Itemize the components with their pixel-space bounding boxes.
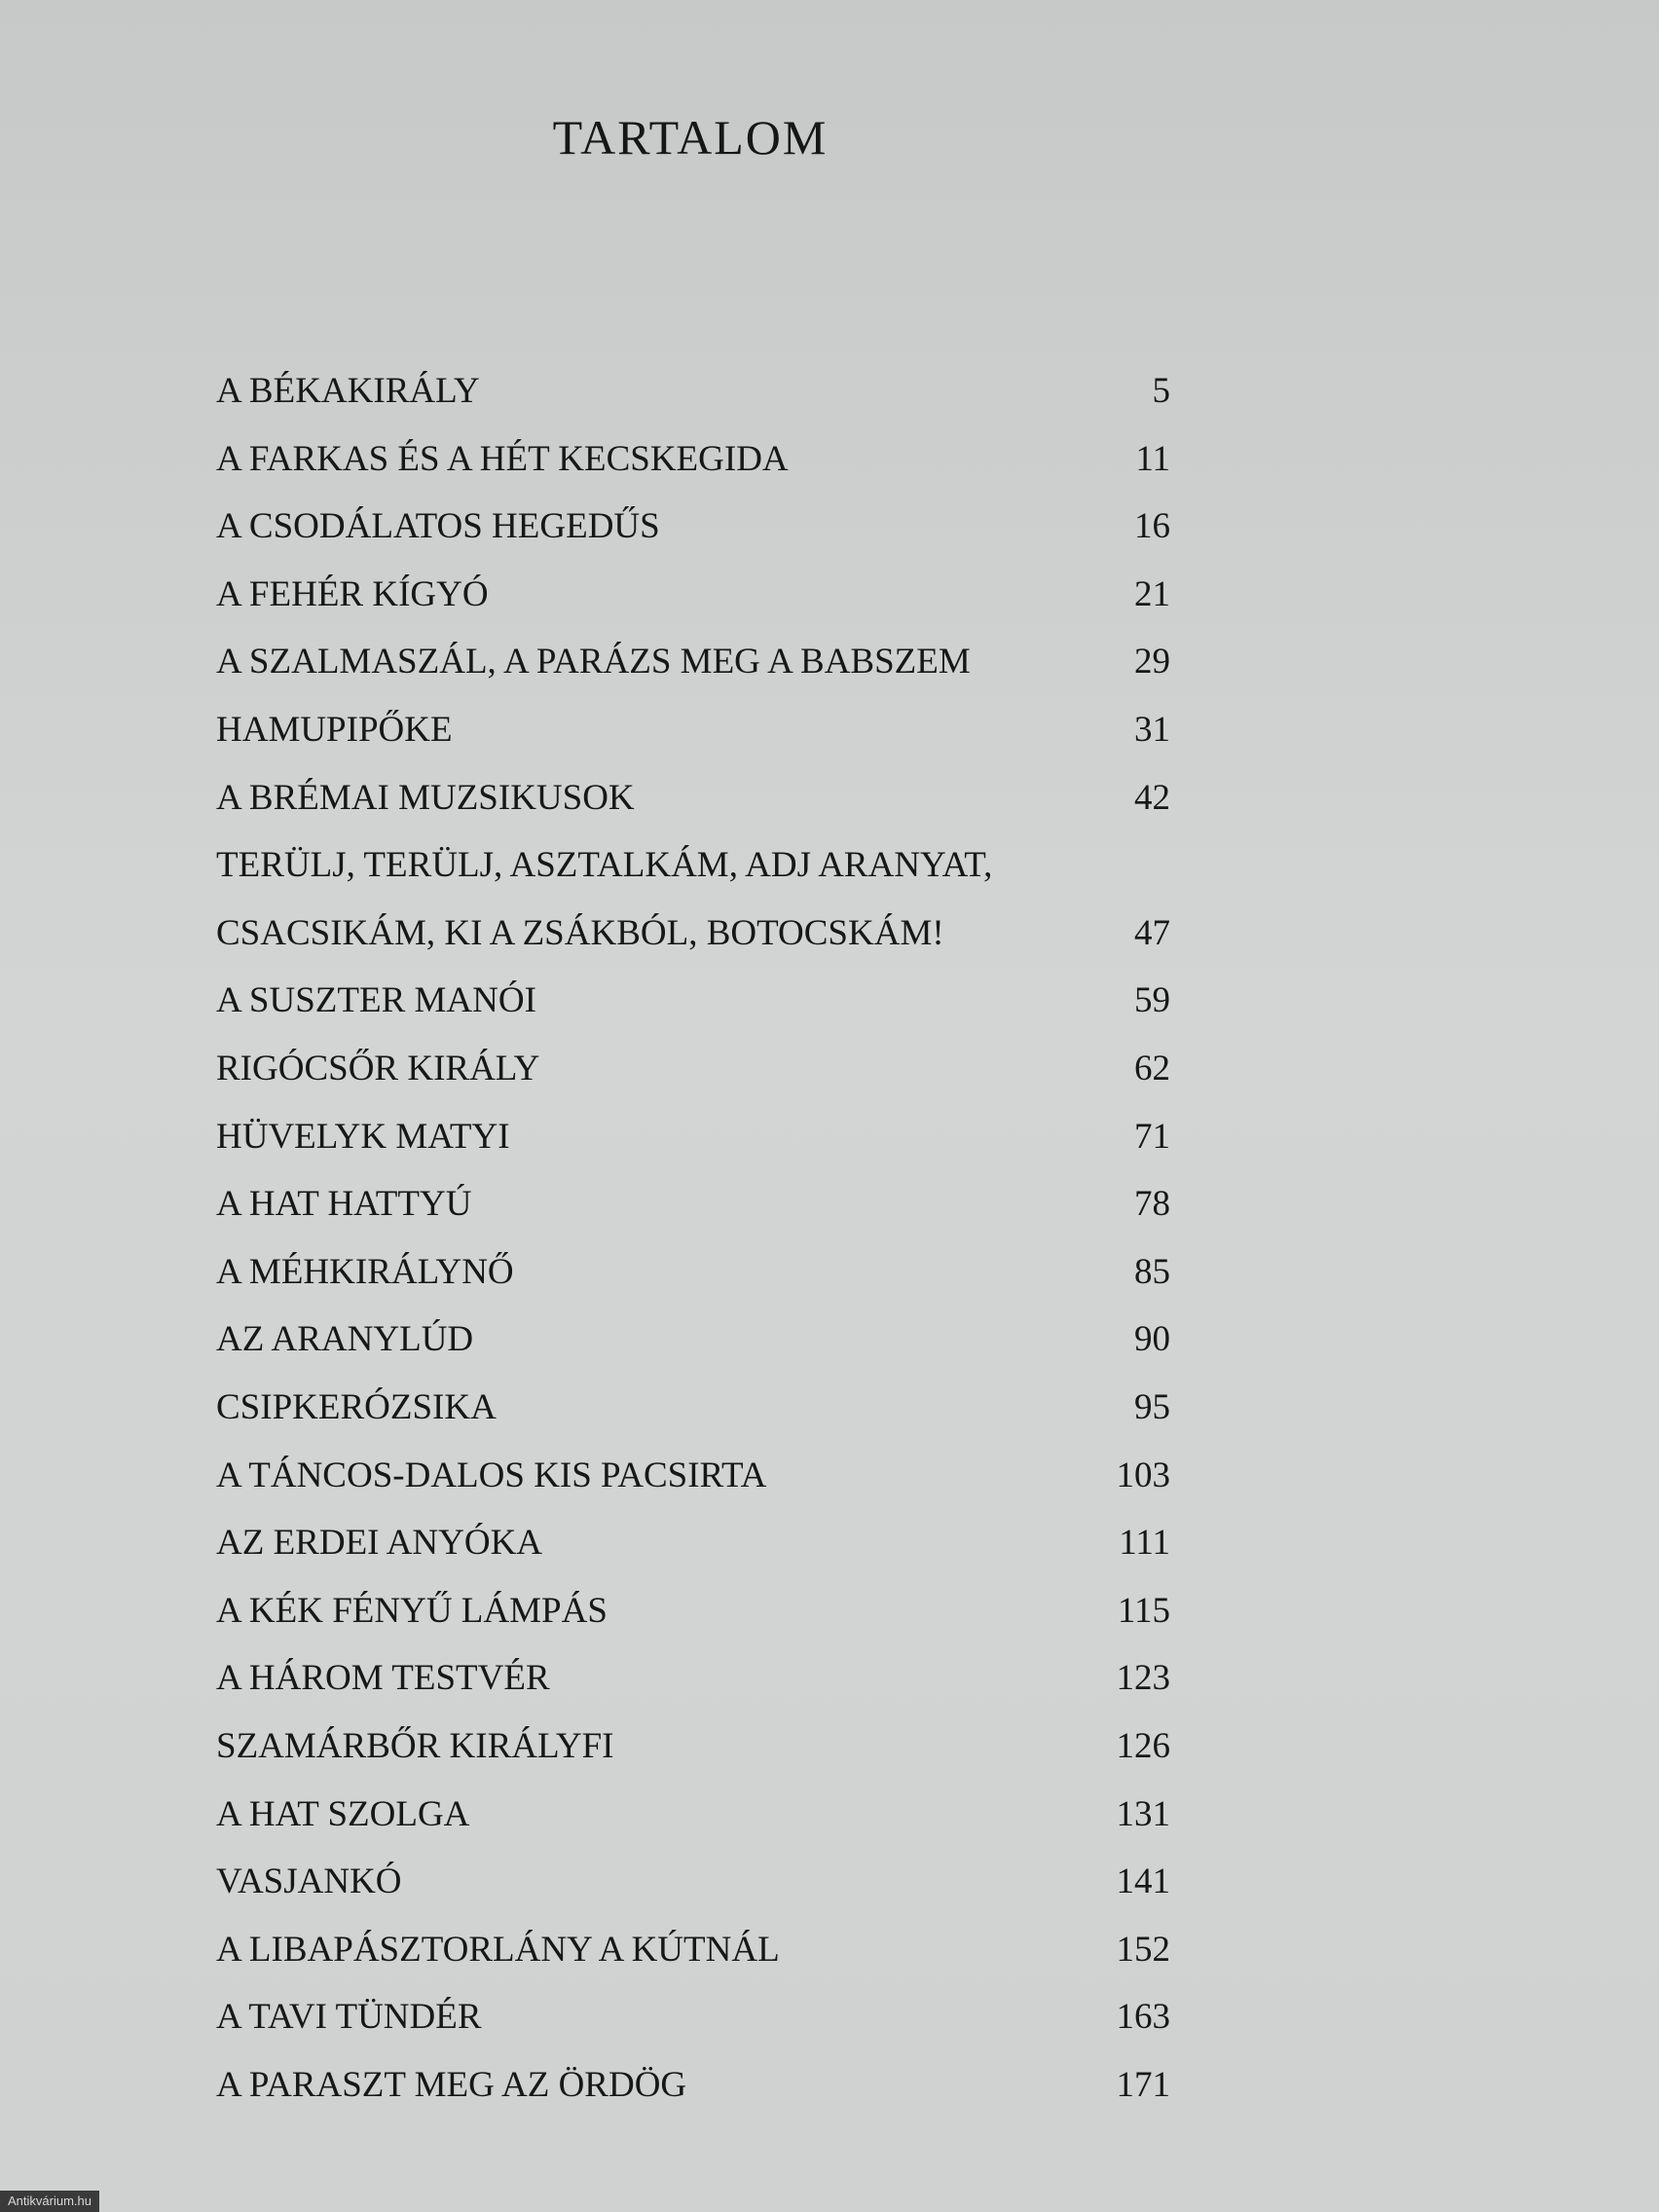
- toc-entry-title-line: CSIPKERÓZSIKA: [216, 1387, 497, 1427]
- toc-entry-title: [216, 1179, 1073, 1230]
- toc-entry-title-line: A BÉKAKIRÁLY: [216, 371, 480, 411]
- toc-entry-page-number: 103: [1116, 1455, 1170, 1495]
- toc-entry-page-number: 171: [1116, 2065, 1170, 2105]
- toc-entry-title: [216, 1586, 1073, 1637]
- toc-entry-title: [216, 1857, 1073, 1907]
- toc-entry: [216, 366, 1170, 417]
- toc-entry-title: [216, 1382, 1073, 1433]
- toc-entry: [216, 1314, 1170, 1365]
- toc-entry-title-line: CSACSIKÁM, KI A ZSÁKBÓL, BOTOCSKÁM!: [216, 912, 944, 953]
- toc-entry-page-number: 11: [1135, 438, 1170, 479]
- toc-entry-title: [216, 976, 1073, 1026]
- toc-entry-title: [216, 1518, 1073, 1568]
- toc-entry: [216, 1451, 1170, 1501]
- toc-entry-page-number: 95: [1134, 1387, 1170, 1427]
- toc-entry-title-line: A HAT HATTYÚ: [216, 1184, 472, 1225]
- toc-entry: [216, 1518, 1170, 1568]
- toc-entry-page-number: 141: [1116, 1862, 1170, 1902]
- toc-entry-title-line: VASJANKÓ: [216, 1862, 402, 1902]
- toc-entry-page-number: 5: [1152, 371, 1170, 411]
- toc-entry-page-number: 31: [1134, 710, 1170, 750]
- watermark: Antikvárium.hu: [0, 2191, 99, 2212]
- toc-entry-title-line: A CSODÁLATOS HEGEDŰS: [216, 506, 660, 547]
- toc-entry: [216, 501, 1170, 552]
- toc-entry-title: [216, 1653, 1073, 1704]
- toc-entry-page-number: 111: [1119, 1523, 1170, 1564]
- toc-entry: [216, 1992, 1170, 2043]
- toc-entry-page-number: 126: [1116, 1726, 1170, 1766]
- toc-entry: [216, 1112, 1170, 1162]
- toc-entry: [216, 1586, 1170, 1637]
- toc-entry-title: [216, 1789, 1073, 1840]
- toc-entry-title-line: A TAVI TÜNDÉR: [216, 1997, 482, 2038]
- toc-entry-title: [216, 1451, 1073, 1501]
- toc-entry: [216, 1044, 1170, 1094]
- toc-entry-page-number: 152: [1116, 1929, 1170, 1970]
- toc-entry-title-line: A TÁNCOS-DALOS KIS PACSIRTA: [216, 1455, 767, 1495]
- toc-entry-page-number: 115: [1117, 1590, 1170, 1631]
- toc-entry-title-line: A BRÉMAI MUZSIKUSOK: [216, 777, 635, 818]
- toc-entry-title: [216, 1721, 1073, 1772]
- toc-entry-page-number: 90: [1134, 1319, 1170, 1360]
- toc-entry-title-line: A KÉK FÉNYŰ LÁMPÁS: [216, 1590, 608, 1631]
- toc-entry: [216, 1247, 1170, 1298]
- toc-entry-title-line: A FARKAS ÉS A HÉT KECSKEGIDA: [216, 438, 789, 479]
- toc-entry-title-line: A HAT SZOLGA: [216, 1793, 470, 1834]
- toc-entry-title-line: A SZALMASZÁL, A PARÁZS MEG A BABSZEM: [216, 642, 971, 682]
- toc-entry-page-number: 21: [1134, 573, 1170, 614]
- toc-entry-title-line: TERÜLJ, TERÜLJ, ASZTALKÁM, ADJ ARANYAT,: [216, 845, 993, 886]
- toc-entry: [216, 976, 1170, 1026]
- toc-entry: [216, 705, 1170, 756]
- toc-entry: [216, 1653, 1170, 1704]
- toc-entry-title: [216, 637, 1073, 687]
- toc-entry: [216, 1382, 1170, 1433]
- toc-entry-page-number: 59: [1134, 980, 1170, 1021]
- toc-entry-title: [216, 1925, 1073, 1975]
- toc-entry-title-line: HÜVELYK MATYI: [216, 1116, 510, 1157]
- toc-entry: [216, 1789, 1170, 1840]
- toc-entry-page-number: 123: [1116, 1658, 1170, 1699]
- toc-entry-page-number: 85: [1134, 1251, 1170, 1292]
- toc-entry-title-line: A FEHÉR KÍGYÓ: [216, 573, 489, 614]
- toc-entry-title: [216, 1314, 1073, 1365]
- toc-entry: [216, 434, 1170, 485]
- toc-entry-page-number: 29: [1134, 642, 1170, 682]
- toc-entry: [216, 1857, 1170, 1907]
- toc-entry: [216, 2060, 1170, 2111]
- toc-entry-page-number: 71: [1134, 1116, 1170, 1157]
- toc-entry-title: [216, 840, 1073, 959]
- toc-entry: [216, 637, 1170, 687]
- toc-entry-page-number: 47: [1134, 912, 1170, 953]
- page-title: TARTALOM: [552, 110, 829, 165]
- toc-entry-title-line: SZAMÁRBŐR KIRÁLYFI: [216, 1726, 614, 1766]
- toc-entry-title: [216, 773, 1073, 824]
- toc-entry-title: [216, 1044, 1073, 1094]
- toc-entry-page-number: 163: [1116, 1997, 1170, 2038]
- toc-entry-title: [216, 705, 1073, 756]
- toc-entry-title: [216, 366, 1073, 417]
- toc-entry-title-line: AZ ARANYLÚD: [216, 1319, 474, 1360]
- toc-entry-page-number: 16: [1134, 506, 1170, 547]
- toc-entry-page-number: 42: [1134, 777, 1170, 818]
- toc-entry-title: [216, 434, 1073, 485]
- toc-entry-title: [216, 501, 1073, 552]
- toc-entry-page-number: 62: [1134, 1049, 1170, 1088]
- toc-entry-title: [216, 2060, 1073, 2111]
- toc-entry-title-line: A HÁROM TESTVÉR: [216, 1658, 550, 1699]
- toc-entry: [216, 773, 1170, 824]
- toc-entry-title-line: AZ ERDEI ANYÓKA: [216, 1523, 543, 1564]
- toc-entry-title: [216, 1992, 1073, 2043]
- toc-entry: [216, 1721, 1170, 1772]
- toc-entry: [216, 1179, 1170, 1230]
- toc-entry-title-line: A LIBAPÁSZTORLÁNY A KÚTNÁL: [216, 1929, 780, 1970]
- toc-entry-title: [216, 1247, 1073, 1298]
- toc-entry-title: [216, 1112, 1073, 1162]
- toc-entry-title-line: HAMUPIPŐKE: [216, 710, 453, 750]
- toc-entry: [216, 570, 1170, 620]
- toc-entry-page-number: 78: [1134, 1184, 1170, 1225]
- toc-entry: [216, 840, 1170, 959]
- toc-entry-title: [216, 570, 1073, 620]
- toc-entry-title-line: A PARASZT MEG AZ ÖRDÖG: [216, 2065, 687, 2105]
- toc-entry-page-number: 131: [1116, 1793, 1170, 1834]
- toc-entry-title-line: A SUSZTER MANÓI: [216, 980, 536, 1021]
- toc-entry-title-line: RIGÓCSŐR KIRÁLY: [216, 1049, 540, 1088]
- toc-entry: [216, 1925, 1170, 1975]
- toc-entry-title-line: A MÉHKIRÁLYNŐ: [216, 1251, 514, 1292]
